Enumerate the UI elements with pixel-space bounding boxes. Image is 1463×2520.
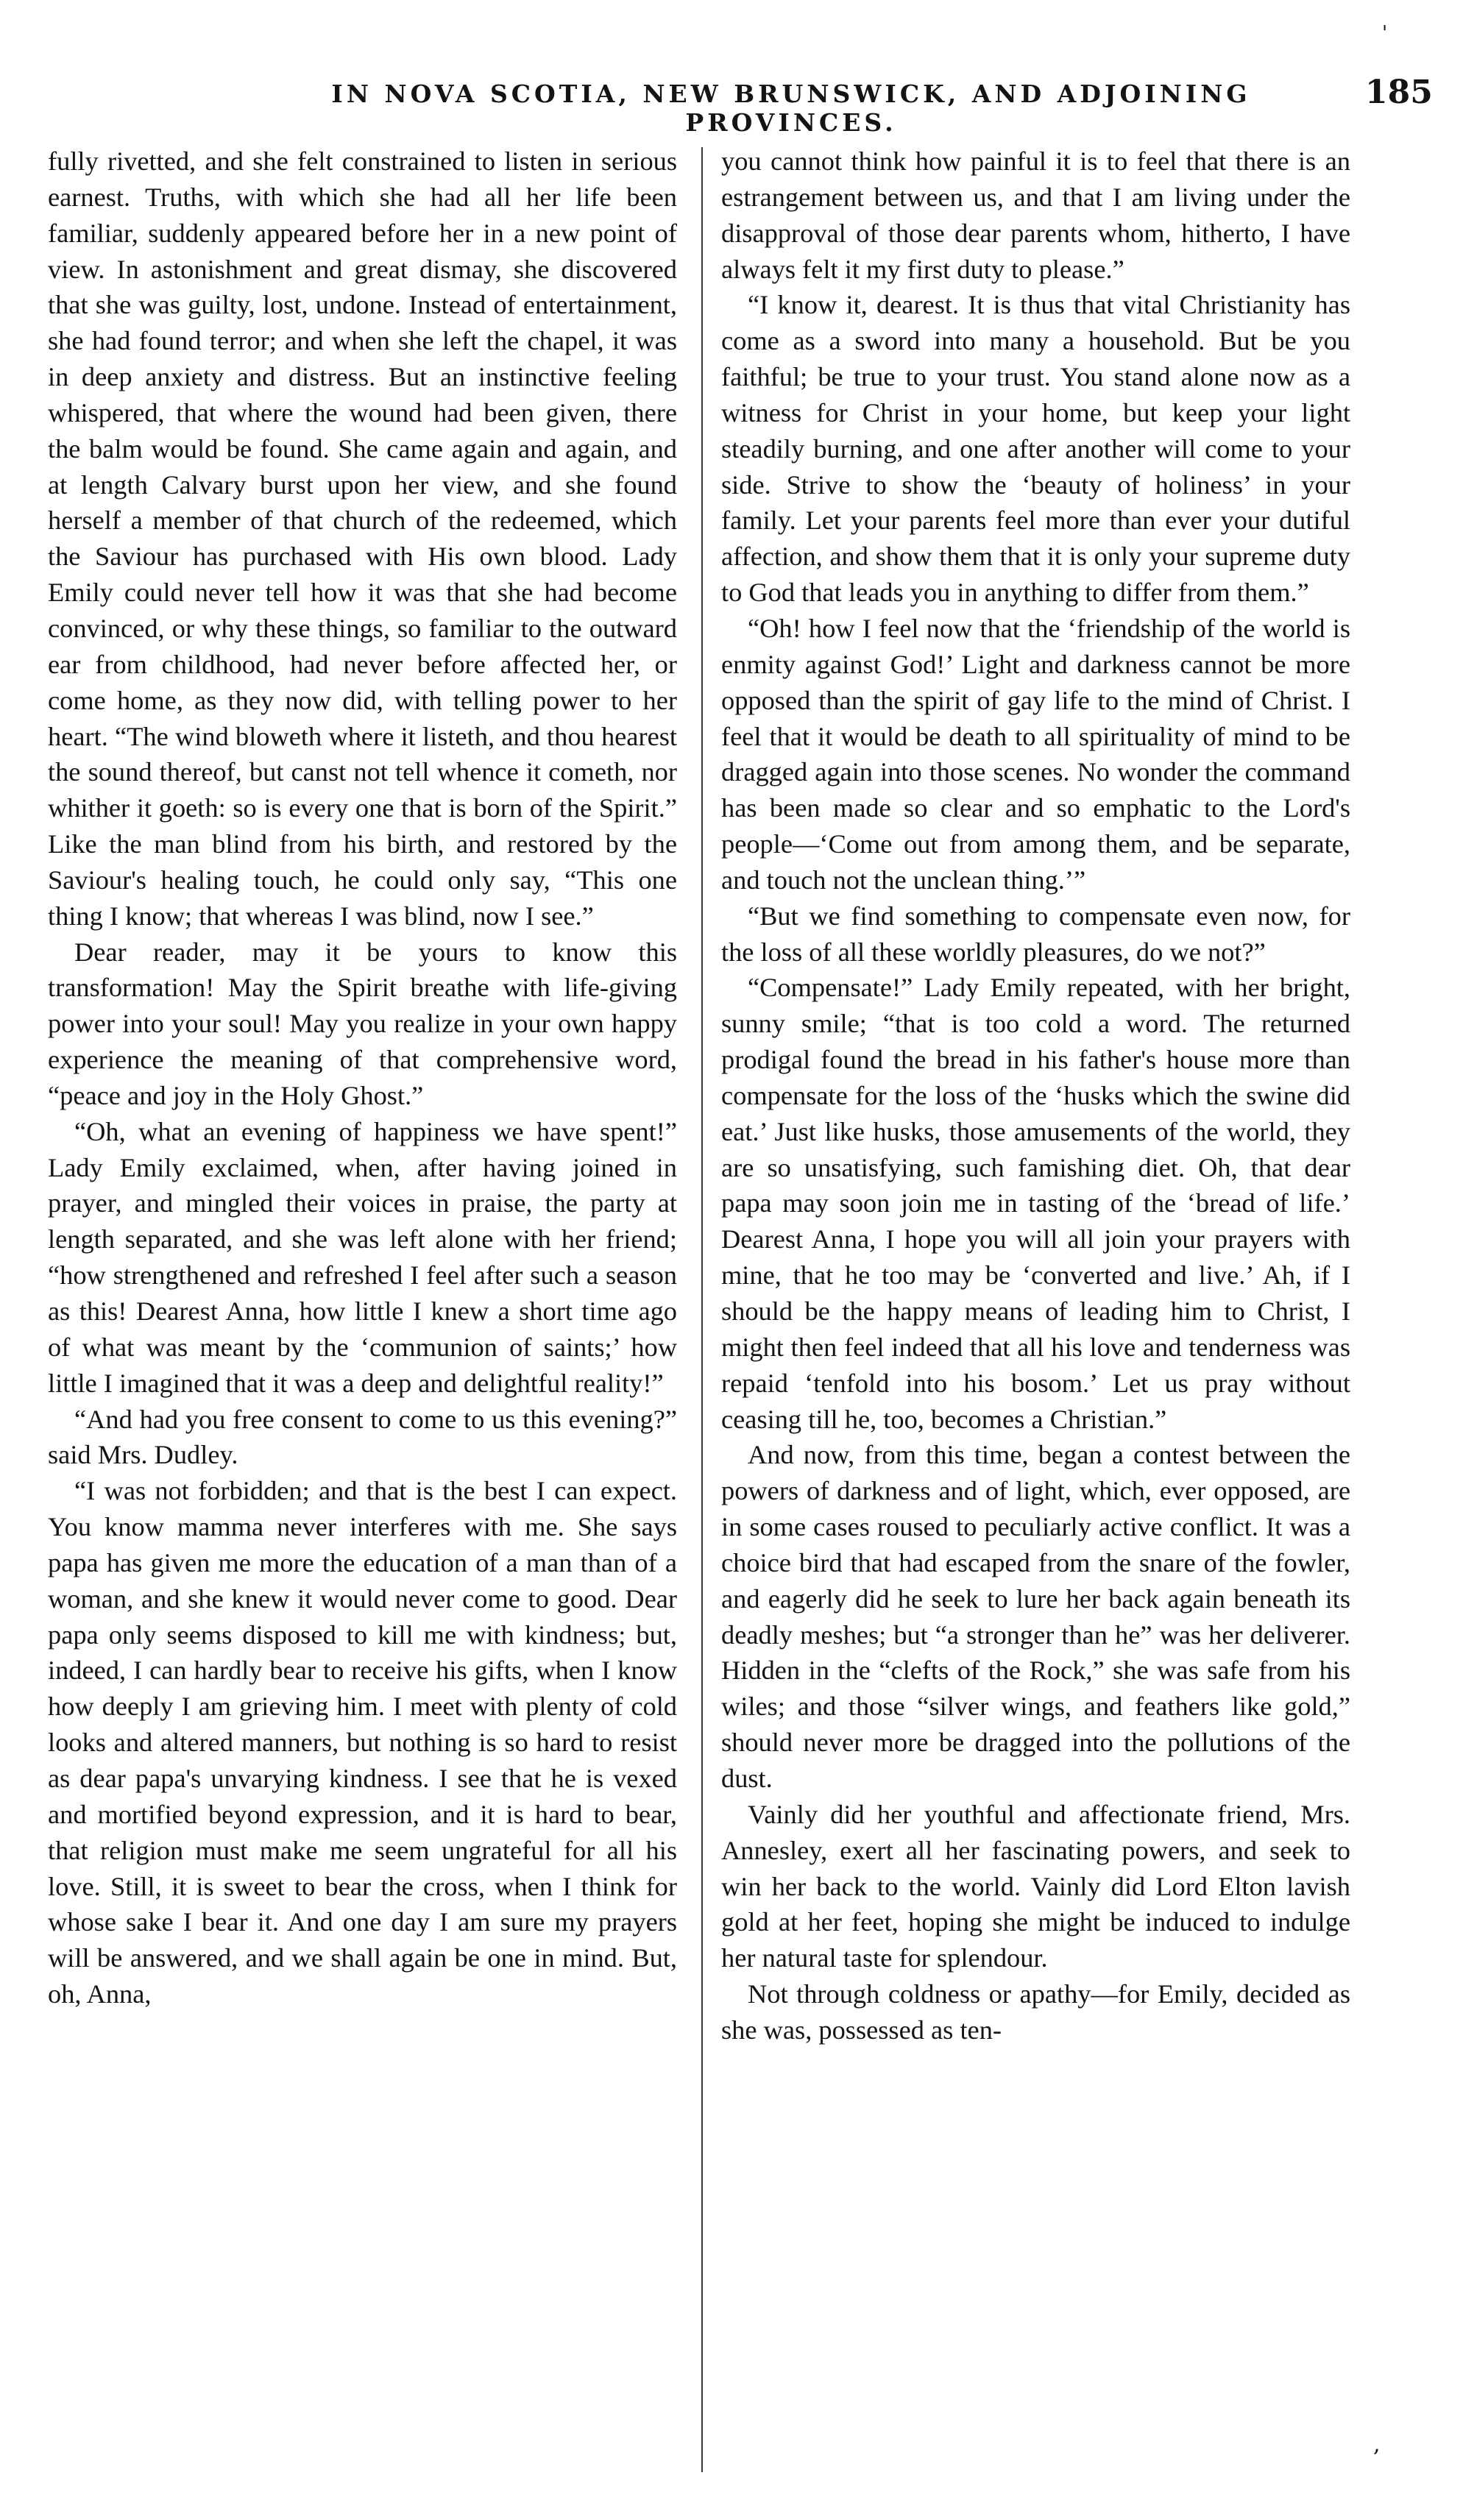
edge-mark: ,	[1373, 2432, 1381, 2457]
paragraph: “But we find something to compensate even now, for the loss of all these worldly pleasures, do we not?”	[721, 901, 1350, 967]
column-divider	[701, 147, 703, 2472]
paragraph: “Compensate!” Lady Emily repeated, with her bright, sunny smile; “that is too cold a word. The returned prodigal found the bread in his father's house more than compensate for the loss of the ‘husks which the swine did eat.’ Just like husks, those amusements of the world, they are so unsatisfying, such famishing diet. Oh, that dear papa may soon join me in tasting of the ‘bread of life.’ Dearest Anna, I hope you will all join your prayers with mine, that he too may be ‘converted and live.’ Ah, if I should be the happy means of leading him to Christ, I might then feel indeed that all his love and tenderness was repaid ‘tenfold into his bosom.’ Let us pray without ceasing till he, too, becomes a Christian.”	[721, 973, 1350, 1434]
paragraph: “Oh! how I feel now that the ‘friendship of the world is enmity against God!’ Light and darkness cannot be more opposed than the spirit of gay life to the mind of Christ. I feel that it would be death to all spirituality of mind to be dragged again into those scenes. No wonder the command has been made so clear and so emphatic to the Lord's people—‘Come out from among them, and be separate, and touch not the unclean thing.’”	[721, 613, 1350, 895]
paragraph: fully rivetted, and she felt constrained to listen in serious earnest. Truths, with which she had all her life been familiar, suddenly appeared before her in a new point of view. In astonishment and great dismay, she discovered that she was guilty, lost, undone. Instead of entertainment, she had found terror; and when she left the chapel, it was in deep anxiety and distress. But an instinctive feeling whispered, that where the wound had been given, there the balm would be found. She came again and again, and at length Calvary burst upon her view, and she found herself a member of that church of the redeemed, which the Saviour has purchased with His own blood. Lady Emily could never tell how it was that she had become convinced, or why these things, so familiar to the outward ear from childhood, had never before affected her, or come home, as they now did, with telling power to her heart. “The wind bloweth where it listeth, and thou hearest the sound thereof, but canst not tell whence it cometh, nor whither it goeth: so is every one that is born of the Spirit.” Like the man blind from his birth, and restored by the Saviour's healing touch, he could only say, “This one thing I know; that whereas I was blind, now I see.”	[48, 146, 677, 931]
paragraph: Not through coldness or apathy—for Emily, decided as she was, possessed as ten-	[721, 1979, 1350, 2045]
paragraph: “I know it, dearest. It is thus that vital Christianity has come as a sword into many a household. But be you faithful; be true to your trust. You stand alone now as a witness for Christ in your home, but keep your light steadily burning, and one after another will come to your side. Strive to show the ‘beauty of holiness’ in your family. Let your parents feel more than ever your dutiful affection, and show them that it is only your supreme duty to God that leads you in anything to differ from them.”	[721, 290, 1350, 608]
page-number: 185	[1365, 74, 1433, 111]
right-column	[721, 143, 1350, 2048]
left-column	[48, 143, 677, 2012]
top-mark: '	[1382, 22, 1388, 44]
paragraph: “I was not forbidden; and that is the best I can expect. You know mamma never interferes with me. She says papa has given me more the education of a man than of a woman, and she knew it would never come to good. Dear papa only seems disposed to kill me with kindness; but, indeed, I can hardly bear to receive his gifts, when I know how deeply I am grieving him. I meet with plenty of cold looks and altered manners, but nothing is so hard to resist as dear papa's unvarying kindness. I see that he is vexed and mortified beyond expression, and it is hard to bear, that religion must make me seem ungrateful for all his love. Still, it is sweet to bear the cross, when I think for whose sake I bear it. And one day I am sure my prayers will be answered, and we shall again be one in mind. But, oh, Anna,	[48, 1476, 677, 2009]
paragraph: you cannot think how painful it is to feel that there is an estrangement between us, and that I am living under the disapproval of those dear parents whom, hitherto, I have always felt it my first duty to please.”	[721, 146, 1350, 284]
paragraph: “Oh, what an evening of happiness we have spent!” Lady Emily exclaimed, when, after having joined in prayer, and mingled their voices in praise, the party at length separated, and she was left alone with her friend; “how strengthened and refreshed I feel after such a season as this! Dearest Anna, how little I knew a short time ago of what was meant by the ‘communion of saints;’ how little I imagined that it was a deep and delightful reality!”	[48, 1116, 677, 1398]
paragraph: “And had you free consent to come to us this evening?” said Mrs. Dudley.	[48, 1404, 677, 1470]
paragraph: Dear reader, may it be yours to know this transformation! May the Spirit breathe with life-giving power into your soul! May you realize in your own happy experience the meaning of that comprehensive word, “peace and joy in the Holy Ghost.”	[48, 937, 677, 1110]
running-title: IN NOVA SCOTIA, NEW BRUNSWICK, AND ADJOINING PROVINCES.	[331, 79, 1251, 137]
paragraph: And now, from this time, began a contest between the powers of darkness and of light, which, ever opposed, are in some cases roused to peculiarly active conflict. It was a choice bird that had escaped from the snare of the fowler, and eagerly did he seek to lure her back again beneath its deadly meshes; but “a stronger than he” was her deliverer. Hidden in the “clefts of the Rock,” she was safe from his wiles; and those “silver wings, and feathers like gold,” should never more be dragged into the pollutions of the dust.	[721, 1440, 1350, 1793]
paragraph: Vainly did her youthful and affectionate friend, Mrs. Annesley, exert all her fascinating powers, and seek to win her back to the world. Vainly did Lord Elton lavish gold at her feet, hoping she might be induced to indulge her natural taste for splendour.	[721, 1799, 1350, 1973]
